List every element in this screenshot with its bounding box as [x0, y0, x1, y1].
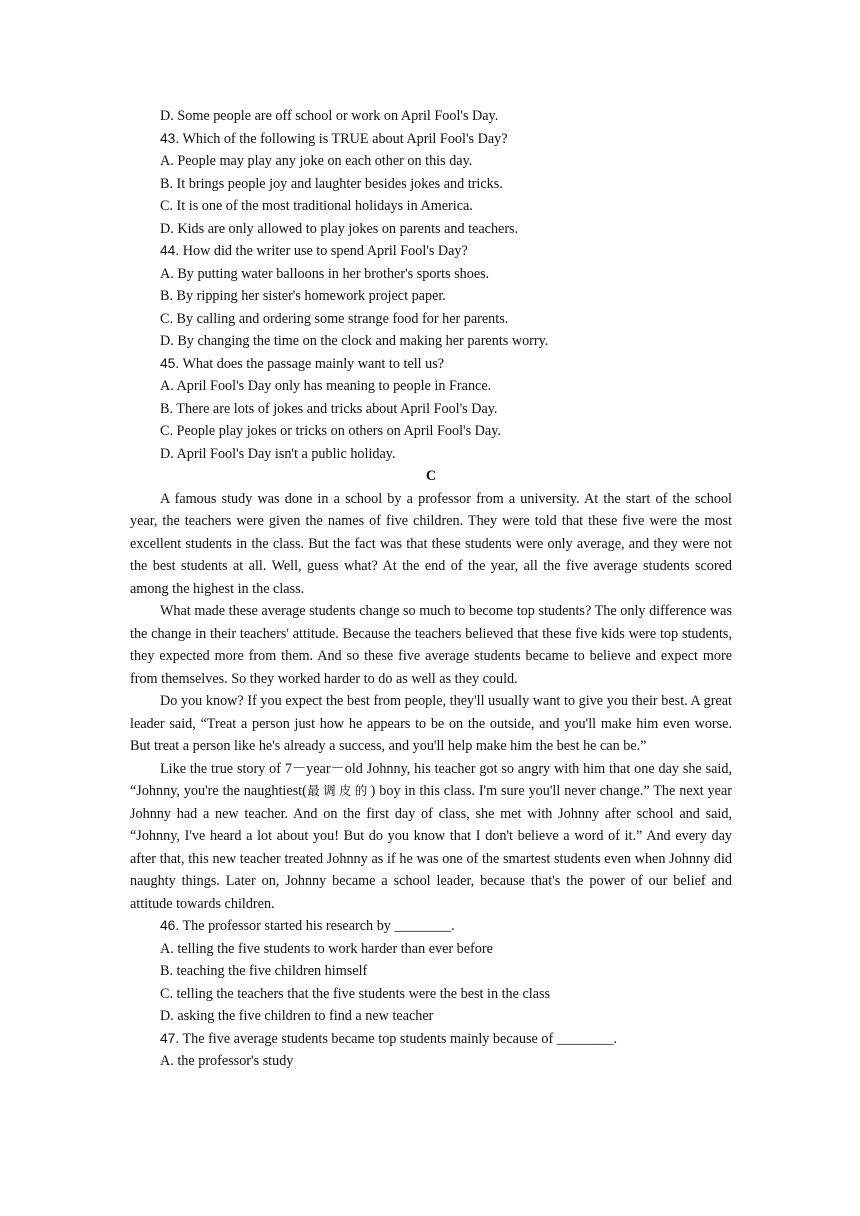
- option-b: B. By ripping her sister's homework project paper.: [160, 288, 446, 304]
- question-number: 44.: [160, 243, 180, 258]
- option-d: D. asking the five children to find a new teacher: [160, 1008, 434, 1024]
- question-45: [130, 353, 732, 376]
- question-stem: What does the passage mainly want to tell us?: [179, 355, 445, 372]
- question-number: 47.: [160, 1030, 180, 1046]
- option-a: A. By putting water balloons in her brother's sports shoes.: [160, 265, 490, 282]
- passage-paragraph-1: A famous study was done in a school by a professor from a university. At the start of the school year, the teachers were given the names of five children. They were told that these five were the most excellent students in the class. But the fact was that these students were only average, and they were not the best students at all. Well, guess what? At the end of the year, all the five average students scored among the highest in the class.: [130, 490, 732, 597]
- question-47: [130, 1028, 732, 1051]
- question-number: 45.: [160, 355, 180, 371]
- document-page: [130, 105, 732, 1073]
- question-stem: How did the writer use to spend April Fool's Day?: [179, 243, 468, 259]
- option-a: A. April Fool's Day only has meaning to people in France.: [160, 378, 492, 394]
- gloss-cjk: 最调皮的: [306, 784, 371, 798]
- question-stem: The five average students became top students mainly because of ________.: [179, 1030, 618, 1047]
- option-d: D. By changing the time on the clock and making her parents worry.: [160, 333, 549, 349]
- option-b: B. There are lots of jokes and tricks about April Fool's Day.: [160, 400, 498, 417]
- passage-paragraph-2: What made these average students change so much to become top students? The only difference was the change in their teachers' attitude. Because the teachers believed that these five kids were top students, they expected more from them. And so these five average students became to believe and expect more from themselves. So they worked harder to do as well as they could.: [130, 603, 732, 687]
- question-number: 43.: [160, 130, 180, 146]
- paragraph-text: Like the true story of 7－year－old Johnny, his teacher got so angry with him that one day she said, “Johnny, you're the naughtiest(: [130, 760, 732, 799]
- paragraph-text: ) boy in this class. I'm sure you'll never change.” The next year Johnny had a new teacher. And on the first day of class, she met with Johnny after school and said, “Johnny, I've heard a lot about you! But do you know that I don't believe a word of it.” And every day after that, this new teacher treated Johnny as if he was one of the smartest students even when Johnny did naughty things. Later on, Johnny became a school leader, because that's the power of our belief and attitude towards children.: [130, 783, 732, 912]
- passage-paragraph-4: [130, 758, 732, 916]
- passage-paragraph-3: Do you know? If you expect the best from people, they'll usually want to give you their best. A great leader said, “Treat a person just how he appears to be on the outside, and you'll make him even worse. But treat a person like he's already a success, and you'll help make him the best he can be.”: [130, 693, 732, 754]
- option-c: C. It is one of the most traditional holidays in America.: [160, 198, 473, 214]
- option-b: B. teaching the five children himself: [160, 963, 368, 979]
- question-44: [130, 240, 732, 263]
- question-46: [130, 915, 732, 938]
- section-heading: C: [425, 468, 437, 484]
- option-b: B. It brings people joy and laughter besides jokes and tricks.: [160, 175, 503, 192]
- question-43: [130, 128, 732, 151]
- option-c: C. By calling and ordering some strange food for her parents.: [160, 310, 509, 327]
- option-a: A. People may play any joke on each other on this day.: [160, 153, 473, 169]
- option-d: D. Kids are only allowed to play jokes on parents and teachers.: [160, 220, 519, 237]
- option-a: A. telling the five students to work harder than ever before: [160, 940, 493, 957]
- option-d: D. April Fool's Day isn't a public holiday.: [160, 445, 396, 462]
- question-stem: Which of the following is TRUE about April Fool's Day?: [179, 130, 508, 147]
- option-d-prev: D. Some people are off school or work on April Fool's Day.: [160, 108, 499, 124]
- question-number: 46.: [160, 918, 180, 933]
- question-stem: The professor started his research by ________.: [179, 918, 455, 934]
- option-c: C. telling the teachers that the five students were the best in the class: [160, 985, 551, 1002]
- option-c: C. People play jokes or tricks on others on April Fool's Day.: [160, 423, 501, 439]
- option-a: A. the professor's study: [160, 1053, 294, 1069]
